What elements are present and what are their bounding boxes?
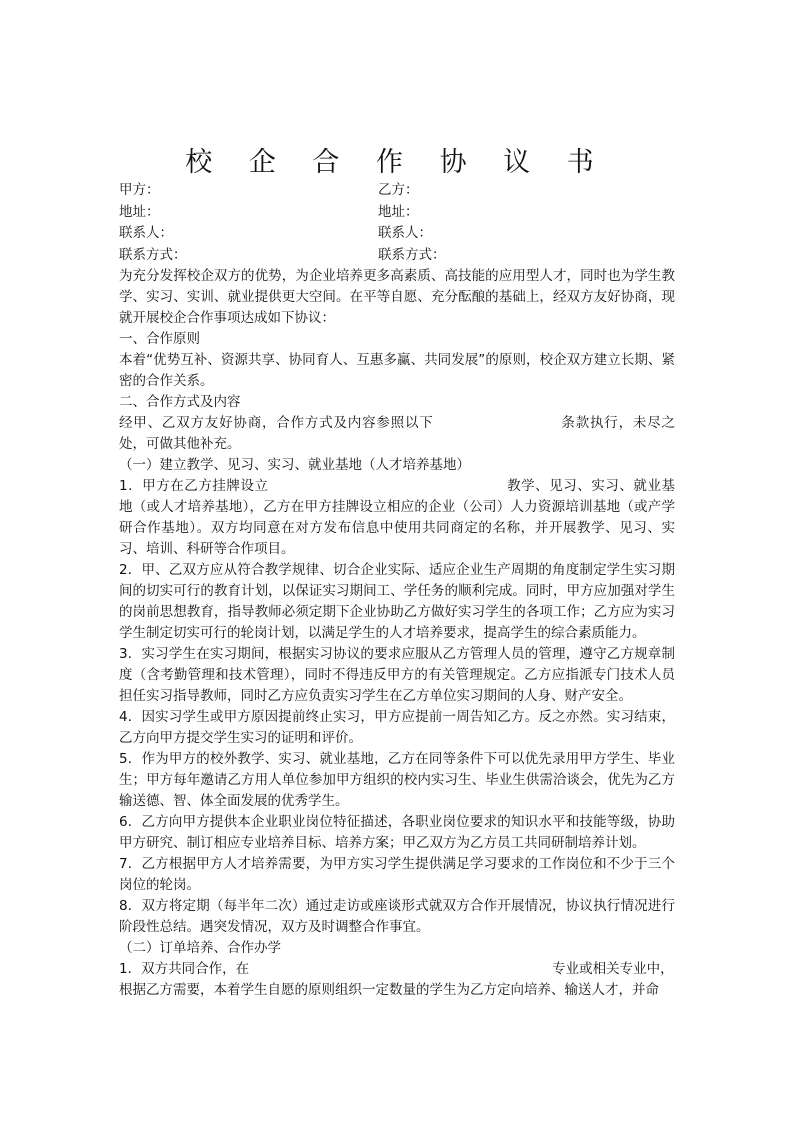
- item-9-continuation: 根据乙方需要，本着学生自愿的原则组织一定数量的学生为乙方定向培养、输送人才，并命: [119, 982, 659, 998]
- item-3: 3．实习学生在实习期间，根据实习协议的要求应服从乙方管理人员的管理，遵守乙方规章制度（含考勤管理和技术管理），同时不得违反甲方的有关管理规定。乙方应指派专门技术人员担任实习指导教师，同时乙方应负责实习学生在乙方单位实习期间的人身、财产安全。: [119, 646, 675, 704]
- item-2: 2．甲、乙双方应从符合教学规律、切合企业实际、适应企业生产周期的角度制定学生实习期间的切实可行的教育计划，以保证实习期间工、学任务的顺利完成。同时，甲方应加强对学生的岗前思想教育，指导教师必须定期下企业协助乙方做好实习学生的各项工作；乙方应为实习学生制定切实可行的轮岗计划，以满足学生的人才培养要求，提高学生的综合素质能力。: [119, 562, 675, 641]
- section-1-heading: 一、合作原则: [119, 331, 200, 347]
- item-4: 4．因实习学生或甲方原因提前终止实习，甲方应提前一周告知乙方。反之亦然。实习结束，乙方向甲方提交学生实习的证明和评价。: [119, 709, 675, 746]
- subsection-2-heading: （二）订单培养、合作办学: [119, 940, 281, 956]
- item-1-part-a: 1．甲方在乙方挂牌设立: [119, 478, 269, 494]
- item-5: 5．作为甲方的校外教学、实习、就业基地，乙方在同等条件下可以优先录用甲方学生、毕业生；甲方每年邀请乙方用人单位参加甲方组织的校内实习生、毕业生供需洽谈会，优先为乙方输送德、智、体全面发展的优秀学生。: [119, 751, 675, 809]
- intro-paragraph: 为充分发挥校企双方的优势，为企业培养更多高素质、高技能的应用型人才，同时也为学生教学、实习、实训、就业提供更大空间。在平等自愿、充分酝酿的基础上，经双方友好协商，现就开展校企合作事项达成如下协议：: [119, 268, 675, 326]
- section-2-text-part-a: 经甲、乙双方友好协商，合作方式及内容参照以下: [119, 415, 434, 431]
- party-b-label: 乙方：: [378, 182, 419, 198]
- contact-b-label: 联系人：: [378, 225, 432, 241]
- address-a-label: 地址：: [119, 203, 160, 220]
- item-7: 7．乙方根据甲方人才培养需要，为甲方实习学生提供满足学习要求的工作岗位和不少于三个岗位的轮岗。: [119, 856, 675, 893]
- document-title: 校 企 合 作 协 议 书: [185, 147, 608, 178]
- item-8: 8．双方将定期（每半年二次）通过走访或座谈形式就双方合作开展情况，协议执行情况进行阶段性总结。遇突发情况，双方及时调整合作事宜。: [119, 898, 675, 935]
- address-b-label: 地址：: [378, 203, 419, 220]
- section-2-heading: 二、合作方式及内容: [119, 394, 241, 410]
- item-1-part-b: 教学、见习、实习、就业基地（或人才培养基地），乙方在甲方挂牌设立相应的企业（公司）人力资源培训基地（或产学研合作基地）。双方均同意在对方发布信息中使用共同商定的名称，并开展教学、见习、实习、培训、科研等合作项目。: [119, 478, 676, 557]
- party-row: [119, 180, 675, 202]
- contact-a-label: 联系人：: [119, 225, 173, 241]
- contact-method-a-label: 联系方式：: [119, 246, 187, 263]
- item-9-part-b: 专业或相关专业中，: [552, 961, 674, 977]
- document-body: [119, 180, 675, 1001]
- item-6: 6．乙方向甲方提供本企业职业岗位特征描述，各职业岗位要求的知识水平和技能等级，协助甲方研究、制订相应专业培养目标、培养方案；甲乙双方为乙方员工共同研制培养计划。: [119, 814, 675, 851]
- section-2-text-part-b: 条款执行，未尽之处，可做其他补充。: [119, 415, 676, 452]
- subsection-1-heading: （一）建立教学、见习、实习、就业基地（人才培养基地）: [119, 457, 470, 473]
- contact-method-b-label: 联系方式：: [378, 246, 446, 263]
- contact-method-row: [119, 245, 675, 267]
- item-9-part-a: 1．双方共同合作，在: [119, 961, 250, 977]
- address-row: [119, 202, 675, 224]
- item-9: [119, 959, 675, 980]
- contact-row: [119, 223, 675, 245]
- item-1: [119, 476, 675, 560]
- party-a-label: 甲方：: [119, 182, 160, 198]
- section-1-text: 本着“优势互补、资源共享、协同育人、互惠多赢、共同发展”的原则，校企双方建立长期、紧密的合作关系。: [119, 352, 675, 389]
- section-2-text: [119, 413, 675, 455]
